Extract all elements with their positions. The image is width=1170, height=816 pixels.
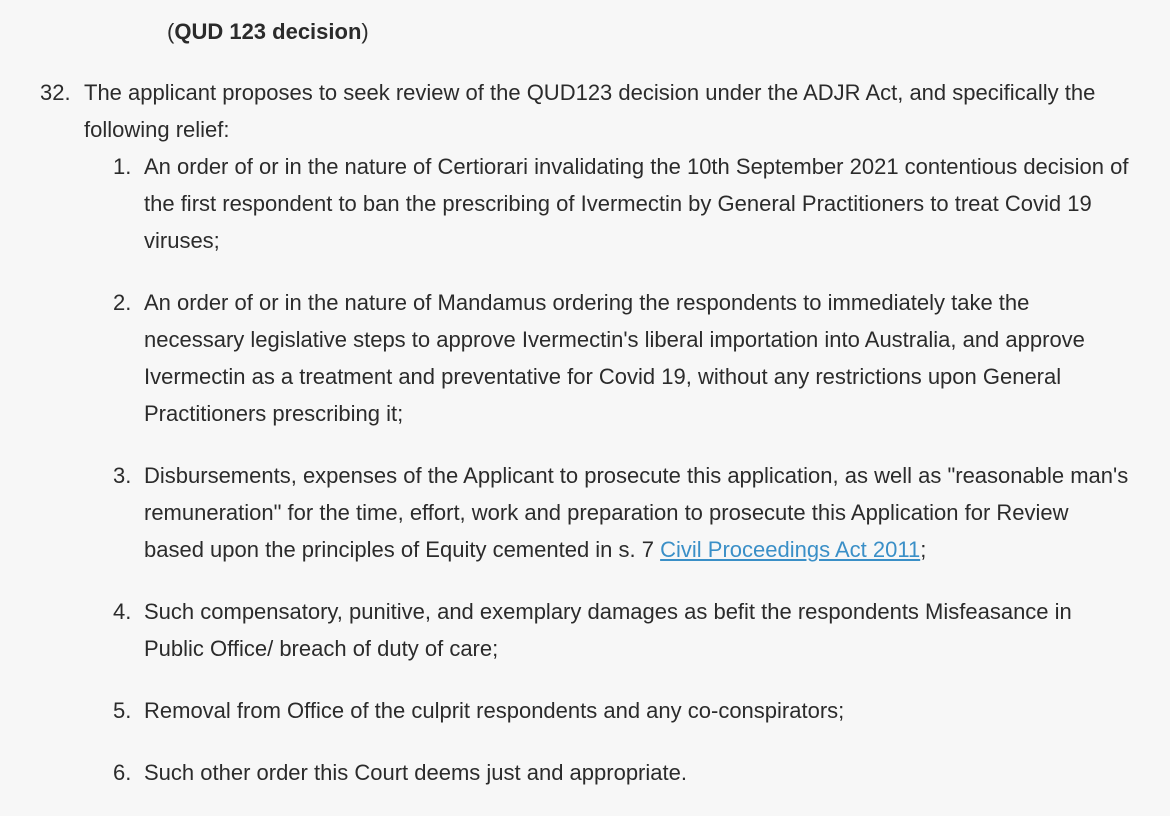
heading-title: QUD 123 decision bbox=[174, 19, 362, 44]
relief-item bbox=[0, 148, 1170, 259]
relief-text: Such other order this Court deems just and appropriate. bbox=[144, 760, 687, 785]
section-heading bbox=[167, 13, 369, 50]
relief-item bbox=[0, 593, 1170, 667]
heading-close-paren: ) bbox=[361, 19, 369, 44]
paragraph-text: The applicant proposes to seek review of the QUD123 decision under the ADJR Act, and specifically the following relief: bbox=[84, 80, 1096, 142]
relief-number: 6. bbox=[113, 760, 132, 785]
relief-item bbox=[0, 692, 1170, 729]
heading-open-paren: ( bbox=[167, 19, 175, 44]
relief-item bbox=[0, 457, 1170, 568]
civil-proceedings-act-link[interactable]: Civil Proceedings Act 2011 bbox=[660, 537, 921, 562]
relief-list bbox=[0, 148, 1170, 816]
relief-text bbox=[144, 457, 1134, 568]
paragraph-number: 32. bbox=[40, 80, 71, 105]
relief-number: 5. bbox=[113, 698, 132, 723]
relief-number: 3. bbox=[113, 463, 132, 488]
relief-number: 2. bbox=[113, 290, 132, 315]
relief-text: An order of or in the nature of Mandamus ordering the respondents to immediately take the necessary legislative steps to approve Ivermectin's liberal importation into Australia, and approve Ivermectin as a treatment and preventative for Covid 19, without any restrictions upon General Practitioners prescribing it; bbox=[144, 290, 1085, 426]
relief-text: An order of or in the nature of Certiorari invalidating the 10th September 2021 contentious decision of the first respondent to ban the prescribing of Ivermectin by General Practitioners to treat Covid 19 viruses; bbox=[144, 154, 1129, 253]
relief-text: Such compensatory, punitive, and exemplary damages as befit the respondents Misfeasance in Public Office/ breach of duty of care; bbox=[144, 599, 1072, 661]
relief-item bbox=[0, 754, 1170, 791]
relief-number: 1. bbox=[113, 154, 132, 179]
relief-item bbox=[0, 284, 1170, 432]
relief-text-before: Disbursements, expenses of the Applicant to prosecute this application, as well as "reasonable man's remuneration" for the time, effort, work and preparation to prosecute this Application for Review based upon the principles of Equity cemented in s. 7 bbox=[144, 463, 1129, 562]
relief-text-after: ; bbox=[920, 537, 927, 562]
relief-text: Removal from Office of the culprit respondents and any co-conspirators; bbox=[144, 698, 845, 723]
relief-number: 4. bbox=[113, 599, 132, 624]
